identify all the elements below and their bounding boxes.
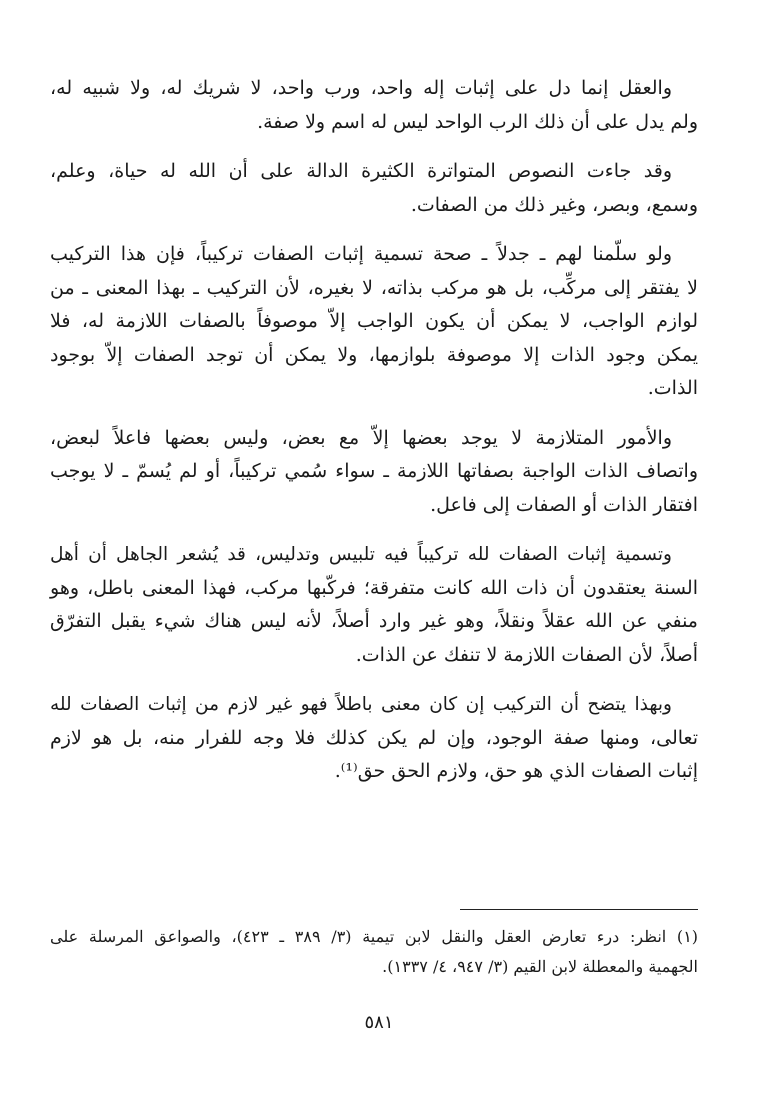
text-line: لا يفتقر إلى مركِّب، بل هو مركب بذاته، لا بغيره، لأن التركيب ـ بهذا المعنى ـ من [50, 276, 698, 299]
paragraph-5 [50, 538, 698, 672]
paragraph-3 [50, 238, 698, 406]
footnote-line: الجهمية والمعطلة لابن القيم (٣/ ٩٤٧، ٤/ ١٣٣٧). [382, 957, 698, 976]
text-line: والعقل إنما دل على إثبات إله واحد، ورب واحد، لا شريك له، ولا شبيه له، [50, 77, 672, 99]
text-line: وسمع، وبصر، وغير ذلك من الصفات. [410, 193, 698, 216]
paragraph-6 [50, 688, 698, 789]
text-line: يمكن وجود الذات إلا موصوفة بلوازمها، ولا يمكن أن توجد الصفات إلاّ بوجود [50, 343, 698, 366]
paragraph-1 [50, 72, 698, 139]
footnote-line: (١) انظر: درء تعارض العقل والنقل لابن تيمية (٣/ ٣٨٩ ـ ٤٢٣)، والصواعق المرسلة على [50, 927, 699, 946]
text-line: والأمور المتلازمة لا يوجد بعضها إلاّ مع بعض، وليس بعضها فاعلاً لبعض، [50, 426, 672, 449]
text-line: وتسمية إثبات الصفات لله تركيباً فيه تلبيس وتدليس، قد يُشعر الجاهل أن أهل [50, 544, 672, 565]
text-line: لوازم الواجب، لا يمكن أن يكون الواجب إلاّ موصوفاً بالصفات اللازمة له، فلا [50, 310, 698, 332]
paragraph-2 [50, 155, 698, 222]
footnote [50, 922, 698, 982]
text-line: الذات. [647, 377, 698, 399]
text-line: ولم يدل على أن ذلك الرب الواحد ليس له اسم ولا صفة. [257, 110, 698, 133]
text-line: وقد جاءت النصوص المتواترة الكثيرة الدالة على أن الله له حياة، وعلم، [50, 160, 672, 182]
text-line: ولو سلّمنا لهم ـ جدلاً ـ صحة تسمية إثبات الصفات تركيباً، فإن هذا التركيب [50, 243, 672, 265]
page-number: ٥٨١ [364, 1012, 394, 1033]
text-line: واتصاف الذات الواجبة بصفاتها اللازمة ـ سواء سُمي تركيباً، أو لم يُسمّ ـ لا يوجب [50, 460, 698, 482]
text-line: السنة يعتقدون أن ذات الله كانت متفرقة؛ فركّبها مركب، فهذا المعنى باطل، وهو [50, 576, 698, 599]
text-line: افتقار الذات أو الصفات إلى فاعل. [430, 493, 698, 516]
text-line: وبهذا يتضح أن التركيب إن كان معنى باطلاً فهو غير لازم من إثبات الصفات لله [50, 694, 672, 715]
text-line: منفي عن الله عقلاً ونقلاً، وهو غير وارد أصلاً، لأنه ليس هناك شيء يقبل التفرّق [50, 610, 698, 632]
text-line: إثبات الصفات الذي هو حق، ولازم الحق حق⁽¹⁾. [334, 760, 698, 782]
footnote-divider [460, 909, 698, 910]
text-line: أصلاً، لأن الصفات اللازمة لا تنفك عن الذات. [355, 643, 698, 666]
paragraph-4 [50, 422, 698, 523]
text-line: تعالى، ومنها صفة الوجود، وإن لم يكن كذلك فلا وجه للفرار منه، بل هو لازم [50, 726, 698, 749]
main-text [50, 72, 698, 805]
